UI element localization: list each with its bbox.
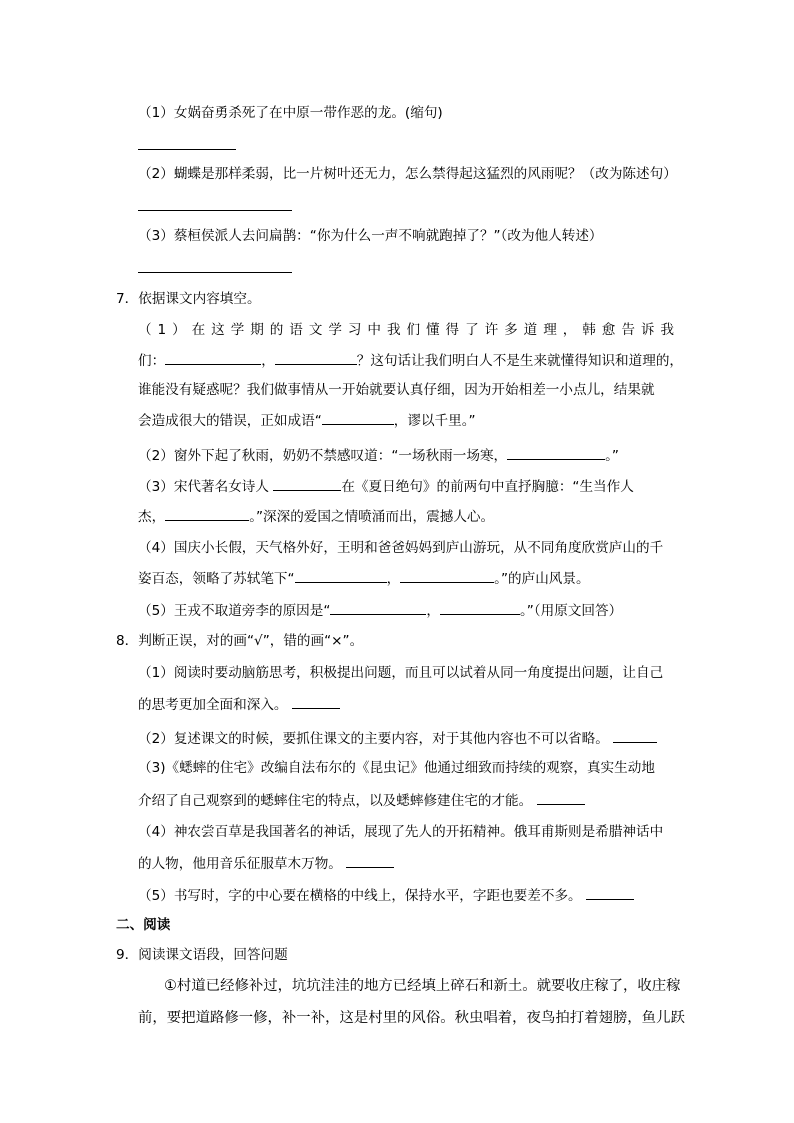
q8-item-2: （2）复述课文的时候，要抓住课文的主要内容，对于其他内容也不可以省略。 [138,728,657,749]
q7-item-5: （5）王戎不取道旁李的原因是“ ， 。”（用原文回答） [138,600,622,621]
answer-line[interactable] [138,149,236,150]
judge-blank[interactable] [586,885,634,900]
q8-item-1-line-1: （1）阅读时要动脑筋思考，积极提出问题，而且可以试着从同一角度提出问题，让自己 [138,665,664,681]
section-title: 二、阅读 [116,917,171,933]
q8-item-5: （5）书写时，字的中心要在横格的中线上，保持水平，字距也要差不多。 [138,885,634,906]
q7-item-1-line-3: 谁能没有疑惑呢？我们做事情从一开始就要认真仔细，因为开始相差一小点儿，结果就 [138,382,655,398]
q8-item-1-line-2: 的思考更加全面和深入。 [138,694,340,715]
q8-item-4-line-2: 的人物，他用音乐征服草木万物。 [138,853,394,874]
answer-line[interactable] [138,272,292,273]
answer-line[interactable] [138,210,292,211]
fill-blank[interactable] [322,410,394,425]
q6-item-3: （3）蔡桓侯派人去问扁鹊：“你为什么一声不响就跑掉了？”（改为他人转述） [138,228,603,244]
q6-item-2: （2）蝴蝶是那样柔弱，比一片树叶还无力，怎么禁得起这猛烈的风雨呢？（改为陈述句） [138,166,677,182]
fill-blank[interactable] [275,350,357,365]
q7-item-1-line-2: 们： ， ？这句话让我们明白人不是生来就懂得知识和道理的， [138,350,683,371]
q8-item-4-line-1: （4）神农尝百草是我国著名的神话，展现了先人的开拓精神。俄耳甫斯则是希腊神话中 [138,824,664,840]
judge-blank[interactable] [537,790,585,805]
q7-item-4-line-1: （4）国庆小长假，天气格外好，王明和爸爸妈妈到庐山游玩，从不同角度欣赏庐山的千 [138,540,664,556]
q7-item-1-line-4: 会造成很大的错误，正如成语“ ，谬以千里。” [138,410,476,431]
judge-blank[interactable] [292,694,340,709]
q8-item-3-line-1: （3)《蟋蟀的住宅》改编自法布尔的《昆虫记》他通过细致而持续的观察，真实生动地 [138,760,655,776]
judge-blank[interactable] [346,853,394,868]
fill-blank[interactable] [400,568,494,583]
fill-blank[interactable] [507,445,605,460]
fill-blank[interactable] [295,568,387,583]
q9-passage-line-1: ①村道已经修补过，坑坑洼洼的地方已经填上碎石和新土。就要收庄稼了，收庄稼 [164,978,681,994]
judge-blank[interactable] [613,728,657,743]
q7-item-4-line-2: 姿百态，领略了苏轼笔下“ ， 。”的庐山风景。 [138,568,590,589]
fill-blank[interactable] [165,506,249,521]
q8-item-3-line-2: 介绍了自己观察到的蟋蟀住宅的特点，以及蟋蟀修建住宅的才能。 [138,790,585,811]
q7-item-3-line-2: 杰， 。”深深的爱国之情喷涌而出，震撼人心。 [138,506,494,527]
q7-item-3-line-1: （3）宋代著名女诗人 在《夏日绝句》的前两句中直抒胸臆：“生当作人 [138,476,634,497]
fill-blank[interactable] [273,476,341,491]
q9-passage-line-2: 前，要把道路修一修，补一补，这是村里的风俗。秋虫唱着，夜鸟拍打着翅膀，鱼儿跃 [138,1010,685,1026]
q8-title: 8．判断正误，对的画“√”，错的画“×”。 [116,633,364,649]
fill-blank[interactable] [165,350,261,365]
q7-item-1-line-1: （1）在这学期的语文学习中我们懂得了许多道理，韩愈告诉我 [138,322,674,338]
fill-blank[interactable] [440,600,520,615]
q7-title: 7．依据课文内容填空。 [116,291,261,307]
q7-item-2: （2）窗外下起了秋雨，奶奶不禁感叹道：“一场秋雨一场寒， 。” [138,445,619,466]
fill-blank[interactable] [330,600,426,615]
q9-title: 9．阅读课文语段，回答问题 [116,947,288,963]
q6-item-1: （1）女娲奋勇杀死了在中原一带作恶的龙。(缩句) [138,105,443,121]
